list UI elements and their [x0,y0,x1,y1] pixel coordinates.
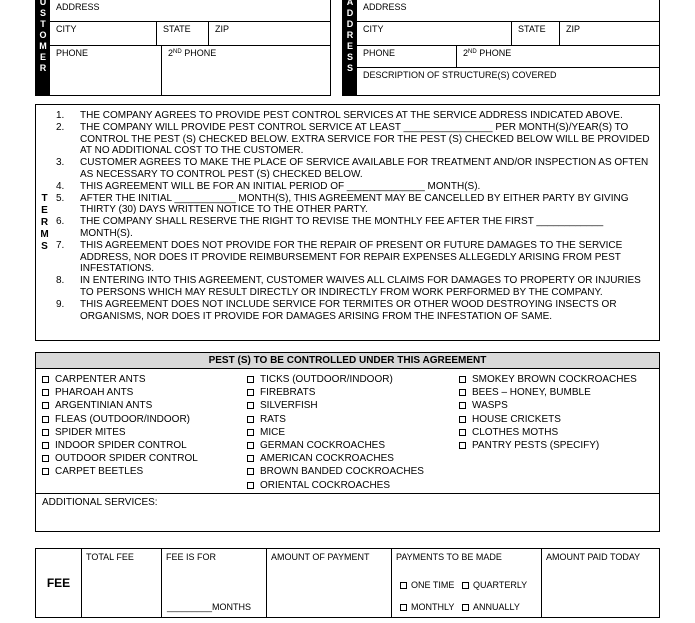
service-state-field[interactable] [511,22,559,45]
vertical-letter: R [39,63,47,73]
checkbox-icon[interactable] [400,582,407,589]
checkbox-icon[interactable] [462,604,469,611]
amount-of-payment-field[interactable] [266,549,391,617]
pest-option[interactable] [247,439,459,452]
term-text: THIS AGREEMENT DOES NOT PROVIDE FOR THE REPAIR OF PRESENT OR FUTURE DAMAGES TO THE SERVICE ADDRESS, NOR DOES IT PROVIDE REIMBURSEMENT FOR REPAIR EXPENSES ALLEGEDLY ARISING FROM PEST INFESTATIONS. [80,239,623,275]
total-fee-label: TOTAL FEE [86,552,134,562]
payment-option[interactable] [400,580,462,590]
term-text: AFTER THE INITIAL ___________ MONTH(S), THIS AGREEMENT MAY BE CANCELLED BY EITHER PARTY BY GIVING THIRTY (30) DAYS WRITTEN NOTICE TO THE OTHER PARTY. [80,192,629,216]
pest-option-label: FLEAS (OUTDOOR/INDOOR) [55,413,191,425]
fee-section [35,548,660,618]
term-text: THE COMPANY AGREES TO PROVIDE PEST CONTROL SERVICES AT THE SERVICE ADDRESS INDICATED ABOVE. [80,110,623,121]
fee-title-label: FEE [46,576,71,590]
months-blank[interactable]: _________MONTHS [167,602,252,612]
checkbox-icon[interactable] [459,402,466,409]
term-text: THE COMPANY WILL PROVIDE PEST CONTROL SERVICE AT LEAST ________________ PER MONTH(S)/YEAR(S) TO CONTROL THE PEST (S) CHECKED BELOW. EXTRA SERVICE FOR THE PEST (S) CHECKED BELOW WILL BE PROVIDED AT NO ADDITIONAL COST TO THE CUSTOMER. [80,121,650,157]
customer-vertical-label [36,0,50,95]
payment-option-label: ANNUALLY [473,602,520,612]
amount-paid-today-label: AMOUNT PAID TODAY [546,552,641,562]
customer-state-label: STATE [163,24,191,34]
payments-to-be-made-cell [391,549,541,617]
term-item [56,122,651,157]
pest-column-1 [42,373,247,493]
pest-option[interactable] [247,373,459,386]
vertical-letter: M [40,228,49,240]
pest-option-label: CLOTHES MOTHS [472,426,559,438]
service-zip-field[interactable] [559,22,659,45]
customer-zip-label: ZIP [215,24,230,34]
customer-info-section [35,0,331,96]
vertical-letter: E [41,204,48,216]
service-address-vertical-label [343,0,357,95]
pest-option[interactable] [459,426,659,439]
service-phone2-field[interactable] [456,46,659,67]
term-item [56,110,651,122]
term-number: 6. [56,216,65,228]
payment-options-row-2 [400,601,537,613]
payment-option[interactable] [400,602,462,612]
checkbox-icon[interactable] [247,402,254,409]
term-item [56,181,651,193]
service-city-field[interactable] [357,22,511,45]
vertical-letter: S [346,52,353,62]
phone2-num: 2 [463,48,469,58]
service-address-section [342,0,660,96]
pest-option[interactable] [42,452,247,465]
payment-option[interactable] [462,580,527,590]
pest-option[interactable] [42,399,247,412]
pest-option-label: GERMAN COCKROACHES [260,440,386,452]
term-number: 2. [56,121,65,133]
payment-option-label: MONTHLY [411,602,455,612]
checkbox-icon[interactable] [247,468,254,475]
term-number: 1. [56,110,65,121]
pest-option-label: FIREBRATS [260,387,316,399]
payment-option-label: QUARTERLY [473,580,528,590]
customer-address-label: ADDRESS [56,2,100,12]
term-number: 3. [56,157,65,169]
pest-option[interactable] [247,479,459,492]
pest-option-label: PANTRY PESTS (SPECIFY) [472,440,600,452]
pest-section-header: PEST (S) TO BE CONTROLLED UNDER THIS AGREEMENT [36,353,659,369]
term-item [56,299,651,323]
pest-option[interactable] [459,413,659,426]
pest-option-label: TICKS (OUTDOOR/INDOOR) [260,374,393,386]
customer-address-field[interactable] [50,0,330,21]
pest-columns [36,369,659,493]
pest-option[interactable] [42,465,247,478]
service-city-label: CITY [363,24,384,34]
term-text: CUSTOMER AGREES TO MAKE THE PLACE OF SERVICE AVAILABLE FOR TREATMENT AND/OR INSPECTION AS OFTEN AS NECESSARY TO CONTROL PEST (S) CHECKED BELOW. [80,157,649,180]
checkbox-icon[interactable] [459,389,466,396]
pest-option-label: CARPENTER ANTS [55,374,146,386]
vertical-letter: T [41,192,48,204]
pest-option[interactable] [42,439,247,452]
phone2-sup: ND [468,49,477,55]
pest-option[interactable] [247,452,459,465]
vertical-letter: E [39,52,46,62]
checkbox-icon[interactable] [247,455,254,462]
pest-option-label: OUTDOOR SPIDER CONTROL [55,453,198,465]
vertical-letter: R [346,30,354,40]
pest-option[interactable] [42,426,247,439]
pest-option[interactable] [459,399,659,412]
pest-option-label: CARPET BEETLES [55,466,144,478]
vertical-letter: A [346,0,354,7]
payment-option-label: ONE TIME [411,580,455,590]
vertical-letter: R [40,216,49,228]
checkbox-icon[interactable] [462,582,469,589]
phone2-rest: PHONE [476,48,512,58]
pest-option-label: PHAROAH ANTS [55,387,134,399]
pest-option[interactable] [42,373,247,386]
terms-list [56,110,651,322]
vertical-letter: E [346,41,353,51]
term-item [56,157,651,181]
total-fee-field[interactable] [81,549,161,617]
pest-option-label: INDOOR SPIDER CONTROL [55,440,187,452]
term-number: 9. [56,298,65,310]
pest-option[interactable] [247,413,459,426]
service-zip-label: ZIP [566,24,581,34]
checkbox-icon[interactable] [42,402,49,409]
checkbox-icon[interactable] [247,389,254,396]
pest-option[interactable] [247,399,459,412]
pest-option-label: BEES – HONEY, BUMBLE [472,387,591,399]
vertical-letter: S [41,240,48,252]
term-text: IN ENTERING INTO THIS AGREEMENT, CUSTOMER WAIVES ALL CLAIMS FOR DAMAGES TO PROPERTY OR INJURIES TO PERSONS WHICH MAY RESULT DIRECTLY OR INDIRECTLY FROM WORK PERFORMED BY THE COMPANY. [80,275,641,298]
term-item [56,275,651,299]
checkbox-icon[interactable] [42,376,49,383]
pest-option-label: BROWN BANDED COCKROACHES [260,466,424,478]
pest-option[interactable] [459,373,659,386]
pest-option-label: MICE [260,426,285,438]
service-state-label: STATE [518,24,546,34]
checkbox-icon[interactable] [42,455,49,462]
customer-phone-label: PHONE [56,48,89,58]
pest-option-label: WASPS [472,400,508,412]
vertical-letter: D [346,19,354,29]
structure-description-field[interactable] [357,68,659,95]
vertical-letter: M [39,41,47,51]
pest-option[interactable] [247,386,459,399]
term-item [56,193,651,217]
amount-of-payment-label: AMOUNT OF PAYMENT [271,552,370,562]
checkbox-icon[interactable] [459,416,466,423]
payment-option[interactable] [462,602,520,612]
pest-option-label: ORIENTAL COCKROACHES [260,479,391,491]
pest-option[interactable] [42,386,247,399]
service-phone2-label [463,48,511,58]
checkbox-icon[interactable] [459,442,466,449]
checkbox-icon[interactable] [459,376,466,383]
service-address-label: ADDRESS [363,2,407,12]
pest-option-label: AMERICAN COCKROACHES [260,453,394,465]
checkbox-icon[interactable] [247,442,254,449]
term-item [56,216,651,240]
pest-option[interactable] [459,386,659,399]
vertical-letter: T [40,19,46,29]
terms-vertical-label [36,105,53,340]
term-text: THIS AGREEMENT DOES NOT INCLUDE SERVICE FOR TERMITES OR OTHER WOOD DESTROYING INSECTS OR ORGANISMS, NOR DOES IT PROVIDE FOR DAMAGES ARISING FROM THE INFESTATION OF SAME. [80,298,617,322]
pest-option[interactable] [459,439,659,452]
customer-zip-field[interactable] [208,22,330,45]
customer-state-field[interactable] [156,22,208,45]
checkbox-icon[interactable] [247,416,254,423]
payment-options [400,579,537,623]
payments-header-label: PAYMENTS TO BE MADE [396,552,502,562]
service-phone-label: PHONE [363,48,396,58]
pest-option[interactable] [247,465,459,478]
checkbox-icon[interactable] [42,416,49,423]
pest-option-label: ARGENTINIAN ANTS [55,400,153,412]
checkbox-icon[interactable] [459,429,466,436]
additional-services-label: ADDITIONAL SERVICES: [42,497,158,508]
fee-is-for-label: FEE IS FOR [166,552,217,562]
term-text: THE COMPANY SHALL RESERVE THE RIGHT TO REVISE THE MONTHLY FEE AFTER THE FIRST ____________ MONTH(S). [80,216,604,239]
checkbox-icon[interactable] [247,429,254,436]
pest-option-label: SPIDER MITES [55,426,126,438]
term-number: 5. [56,192,65,204]
checkbox-icon[interactable] [400,604,407,611]
pest-option[interactable] [247,426,459,439]
term-number: 4. [56,180,65,192]
term-item [56,240,651,275]
phone2-sup: ND [173,49,182,55]
pest-option-label: SILVERFISH [260,400,318,412]
payment-options-row-1 [400,579,537,591]
customer-city-field[interactable] [50,22,156,45]
checkbox-icon[interactable] [247,376,254,383]
pest-option-label: HOUSE CRICKETS [472,413,561,425]
vertical-letter: S [346,63,353,73]
fee-is-for-field[interactable] [161,549,266,617]
phone2-rest: PHONE [181,48,217,58]
checkbox-icon[interactable] [247,482,254,489]
additional-services-field[interactable] [36,493,659,531]
service-phone-field[interactable] [357,46,456,67]
customer-phone2-field[interactable] [161,46,330,95]
vertical-letter: U [39,0,47,7]
terms-section [35,104,660,341]
checkbox-icon[interactable] [42,442,49,449]
term-number: 7. [56,239,65,251]
customer-city-label: CITY [56,24,77,34]
customer-phone-field[interactable] [50,46,161,95]
pest-option[interactable] [42,413,247,426]
checkbox-icon[interactable] [42,468,49,475]
vertical-letter: S [39,8,46,18]
term-text: THIS AGREEMENT WILL BE FOR AN INITIAL PERIOD OF ______________ MONTH(S). [80,180,481,192]
fee-title [36,549,81,617]
term-number: 8. [56,275,65,287]
checkbox-icon[interactable] [42,389,49,396]
pest-option-label: RATS [260,413,286,425]
pest-column-2 [247,373,459,493]
pest-option-label: SMOKEY BROWN COCKROACHES [472,374,637,386]
customer-phone2-label [168,48,216,58]
vertical-letter: O [39,30,47,40]
phone2-num: 2 [168,48,174,58]
vertical-letter: D [346,8,354,18]
service-address-field[interactable] [357,0,659,21]
pest-selection-section [35,352,660,532]
amount-paid-today-field[interactable] [541,549,659,617]
structure-description-label: DESCRIPTION OF STRUCTURE(S) COVERED [363,70,557,80]
checkbox-icon[interactable] [42,429,49,436]
pest-column-3 [459,373,659,493]
